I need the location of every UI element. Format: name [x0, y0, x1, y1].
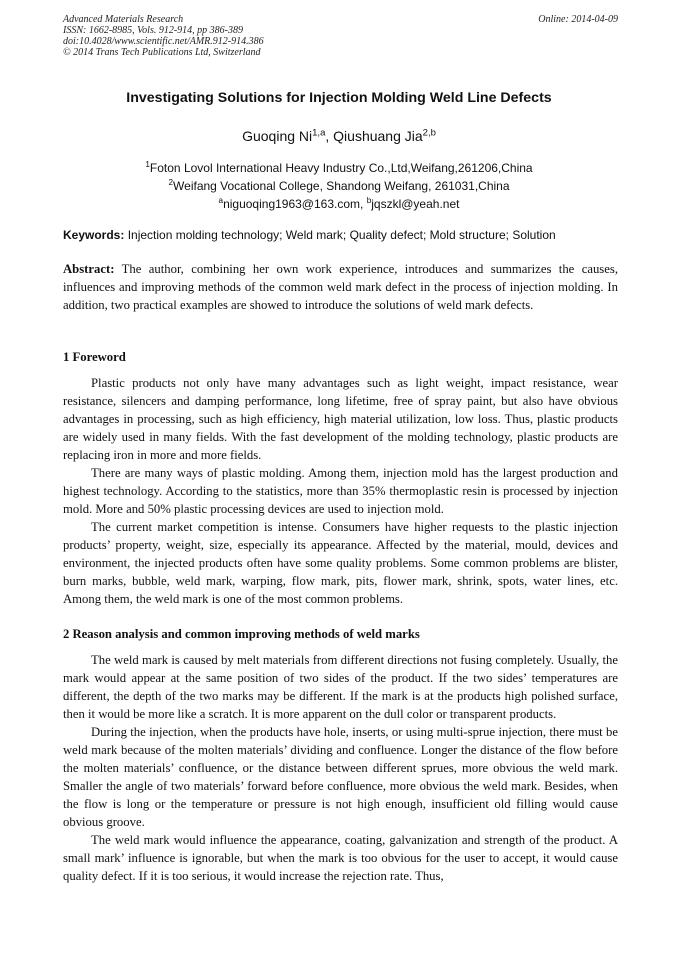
- keywords-label: Keywords:: [63, 228, 125, 242]
- paragraph: The weld mark is caused by melt materials from different directions not fusing completely. Usually, the mark would appear at the same position of two sides of the product. If the two sides’ temperatures are different, the depth of the two marks may be different. If the mark is at the products high polished surface, then it would be more like a scratch. It is more apparent on the dull color or transparent products.: [63, 653, 618, 721]
- author-1: Guoqing Ni: [242, 128, 313, 144]
- keywords: [63, 228, 618, 242]
- journal-copyright: © 2014 Trans Tech Publications Ltd, Switzerland: [63, 47, 261, 58]
- email-a-sup: a: [218, 196, 224, 205]
- paper-title: Investigating Solutions for Injection Molding Weld Line Defects: [126, 90, 552, 106]
- affiliation-1: [40, 161, 638, 175]
- paragraph: Plastic products not only have many advantages such as light weight, impact resistance, wear resistance, silencers and damping performance, long lifetime, free of spray paint, but also have obvious advantages in processing, such as high efficiency, high material utilization, low loss. Thus, plastic products are widely used in many fields. With the fast development of the molding technology, plastic products are replacing iron in more and more fields.: [63, 376, 618, 462]
- paragraph: The current market competition is intense. Consumers have higher requests to the plastic injection products’ property, weight, size, especially its appearance. Affected by the material, mould, devices and environment, the injected products often have some quality problems. Some common problems are blister, burn marks, bubble, weld mark, warping, flow mark, pits, flower mark, shrink, spots, water lines, etc. Among them, the weld mark is one of the most common problems.: [63, 520, 618, 606]
- online-date: Online: 2014-04-09: [538, 14, 618, 25]
- author-2: Qiushuang Jia: [333, 128, 423, 144]
- email-b-sup: b: [366, 196, 372, 205]
- affiliation-2-text: Weifang Vocational College, Shandong Weifang, 261031,China: [173, 179, 510, 193]
- paragraph: There are many ways of plastic molding. Among them, injection mold has the largest production and highest technology. According to the statistics, more than 35% thermoplastic resin is processed by injection mold. More and 50% plastic processing devices are used to injection mold.: [63, 466, 618, 516]
- section-2-body: [63, 651, 618, 885]
- affiliation-1-sup: 1: [145, 160, 150, 169]
- journal-name: Advanced Materials Research: [63, 14, 184, 25]
- section-2-heading: 2 Reason analysis and common improving methods of weld marks: [63, 627, 420, 641]
- affiliation-1-text: Foton Lovol International Heavy Industry Co.,Ltd,Weifang,261206,China: [149, 161, 533, 175]
- abstract-text: The author, combining her own work experience, introduces and summarizes the causes, influences and improving methods of the common weld mark defect in the process of injection molding. In addition, two practical examples are showed to introduce the solutions of weld mark defects.: [63, 262, 618, 312]
- author-2-sup: 2,b: [422, 127, 436, 139]
- journal-header: [63, 14, 618, 58]
- author-1-sup: 1,a: [312, 127, 326, 139]
- paragraph: During the injection, when the products have hole, inserts, or using multi-sprue injection, there must be weld mark because of the molten materials’ dividing and confluence. Longer the distance of the flow before the molten materials’ confluence, or the distance between different sprues, more obvious the weld mark. Smaller the angle of two materials’ forward before confluence, more obvious the weld mark. Besides, when the flow is long or the temperature or pressure is not high enough, insufficient old filling would cause obvious groove.: [63, 725, 618, 829]
- journal-doi: doi:10.4028/www.scientific.net/AMR.912-914.386: [63, 36, 264, 47]
- keywords-text: Injection molding technology; Weld mark; Quality defect; Mold structure; Solution: [124, 228, 556, 242]
- journal-issn: ISSN: 1662-8985, Vols. 912-914, pp 386-389: [63, 25, 243, 36]
- email-line: [40, 197, 638, 211]
- email-a: niguoqing1963@163.com,: [223, 197, 367, 211]
- affiliation-2: [40, 179, 638, 193]
- abstract-paragraph: [63, 260, 618, 314]
- section-1-body: [63, 374, 618, 608]
- author-separator: ,: [325, 128, 334, 144]
- abstract: [63, 260, 618, 314]
- paragraph: The weld mark would influence the appearance, coating, galvanization and strength of the product. A small mark’ influence is ignorable, but when the mark is too obvious for the user to accept, it would cause quality defect. If it is too serious, it would increase the rejection rate. Thus,: [63, 833, 618, 883]
- abstract-label: Abstract:: [63, 262, 115, 276]
- email-b: jqszkl@yeah.net: [371, 197, 460, 211]
- affiliation-2-sup: 2: [168, 178, 174, 187]
- author-line: [40, 128, 638, 144]
- section-1-heading: 1 Foreword: [63, 350, 126, 364]
